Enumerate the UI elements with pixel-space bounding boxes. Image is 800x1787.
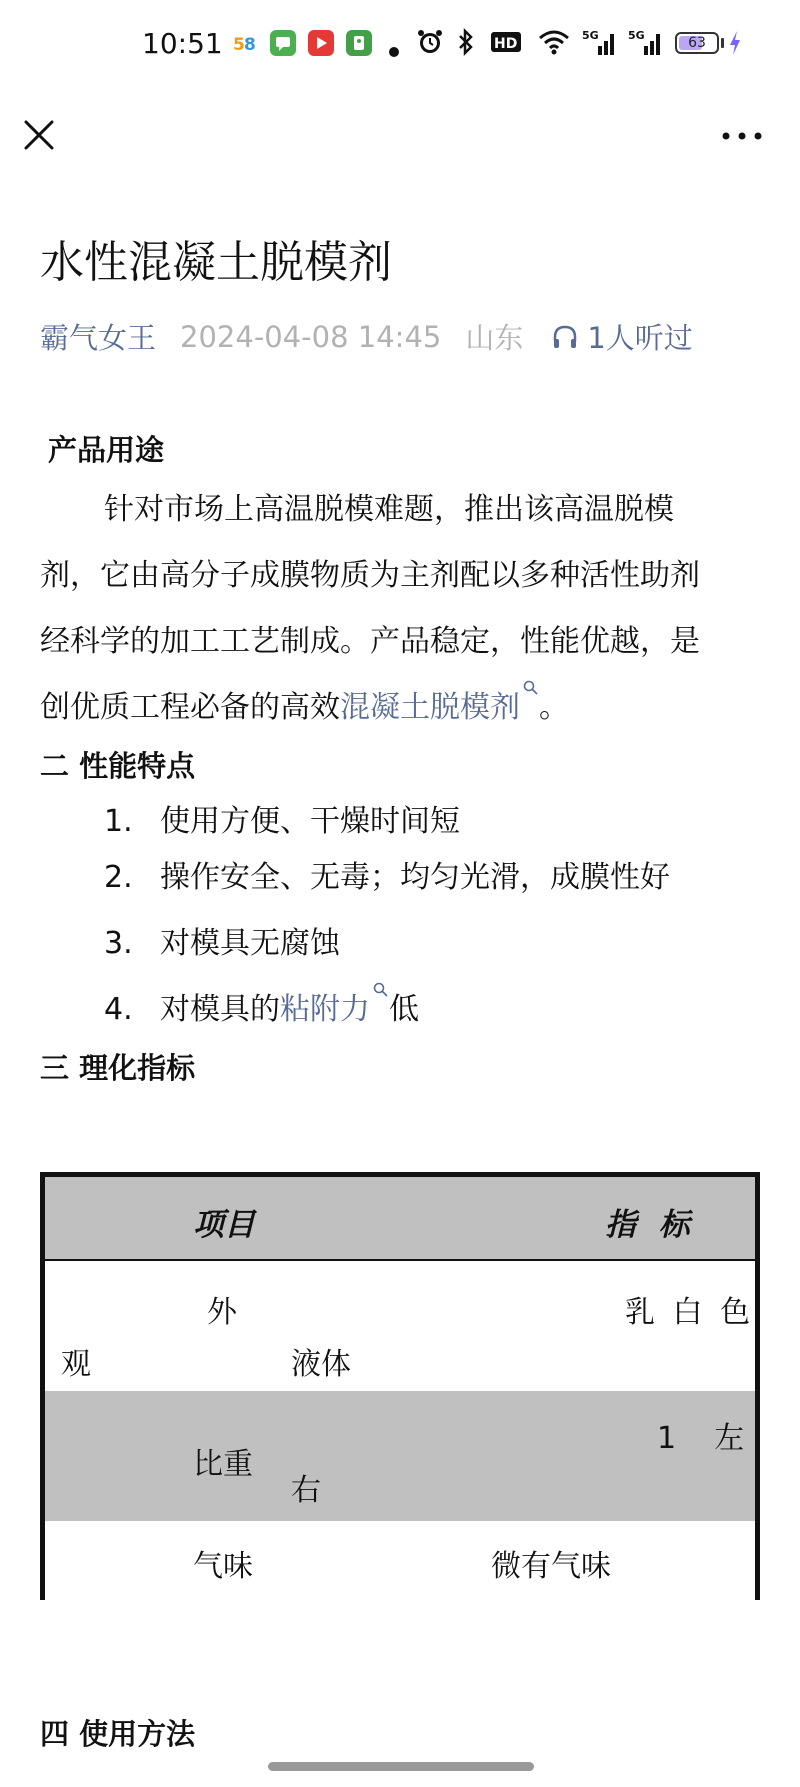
listen-count: 1人听过 [587,321,693,355]
paragraph-line-2: 剂，它由高分子成膜物质为主剂配以多种活性助剂 [40,558,700,593]
store-app-icon [346,30,372,56]
search-icon [523,680,539,696]
paragraph-suffix: 。 [539,690,569,725]
headphone-icon [551,323,579,351]
status-bar [0,0,800,90]
cell-item-a: 外 [207,1295,237,1330]
list-item [104,918,340,962]
dot-icon [388,36,400,64]
table-header-value: 指 标 [605,1207,696,1243]
adhesion-link[interactable] [280,992,389,1027]
author-link[interactable]: 霸气女王 [40,321,157,355]
58-app-icon [232,30,258,56]
wifi-icon [538,28,570,62]
list-number: 3. [104,926,133,961]
list-item [104,984,419,1028]
specs-table [40,1172,760,1600]
table-header-item: 项目 [193,1207,255,1243]
section-usage-method-heading: 四 使用方法 [40,1717,196,1751]
cell-item-b: 观 [61,1347,91,1382]
svg-text:5G: 5G [628,29,645,42]
list-item [104,796,460,840]
table-row [45,1521,755,1605]
table-row [45,1261,755,1391]
battery-level: 63 [688,35,706,51]
cell-value-b: 液体 [291,1347,351,1382]
section-specs-heading: 三 理化指标 [40,1051,196,1085]
list-item [104,852,670,896]
cell-item: 比重 [193,1447,253,1482]
adhesion-link-text: 粘附力 [280,992,370,1027]
svg-text:5G: 5G [582,29,599,42]
battery-icon [675,32,719,54]
list-text: 操作安全、无毒；均匀光滑，成膜性好 [160,860,670,895]
home-indicator[interactable] [268,1762,534,1771]
svg-text:HD: HD [494,36,518,52]
paragraph-line-3: 经科学的加工工艺制成。产品稳定，性能优越，是 [40,624,700,659]
paragraph-line-4 [40,682,569,726]
section-features-heading: 二 性能特点 [40,749,196,783]
cell-value-a: 乳 白 色 [625,1295,755,1330]
paragraph-line-1: 针对市场上高温脱模难题，推出该高温脱模 [104,492,674,527]
article-title: 水性混凝土脱模剂 [40,237,392,288]
concrete-release-agent-link-text: 混凝土脱模剂 [340,690,520,725]
list-text-prefix: 对模具的 [160,992,280,1027]
hd-icon [490,28,522,62]
publish-date: 2024-04-08 14:45 [180,319,442,354]
5g-signal-icon [582,28,618,64]
svg-text:8: 8 [244,35,256,55]
close-icon[interactable] [22,118,56,152]
list-text: 使用方便、干燥时间短 [160,804,460,839]
publish-location: 山东 [465,321,524,355]
table-header [45,1177,755,1261]
list-text-suffix: 低 [389,992,419,1027]
list-number: 1. [104,804,133,839]
cell-value-b: 右 [291,1473,321,1508]
5g-signal-icon-2 [628,28,664,64]
more-icon[interactable] [720,124,764,148]
paragraph-prefix: 创优质工程必备的高效 [40,690,340,725]
listen-button[interactable] [551,316,692,357]
charging-icon [728,30,742,56]
cell-value: 微有气味 [491,1549,611,1584]
svg-text:5: 5 [233,35,245,55]
table-row [45,1391,755,1521]
battery-cap [721,38,724,48]
message-app-icon [270,30,296,56]
bluetooth-icon [456,28,476,62]
video-app-icon [308,30,334,56]
list-text: 对模具无腐蚀 [160,926,340,961]
cell-value-a: 1 左 [657,1421,745,1456]
article-meta [40,316,693,357]
status-time: 10:51 [142,27,223,60]
concrete-release-agent-link[interactable] [340,690,539,725]
cell-item: 气味 [193,1549,253,1584]
list-number: 4. [104,992,133,1027]
list-number: 2. [104,860,133,895]
alarm-icon [416,28,444,62]
section-usage-heading: 产品用途 [48,433,165,467]
search-icon [373,982,389,998]
